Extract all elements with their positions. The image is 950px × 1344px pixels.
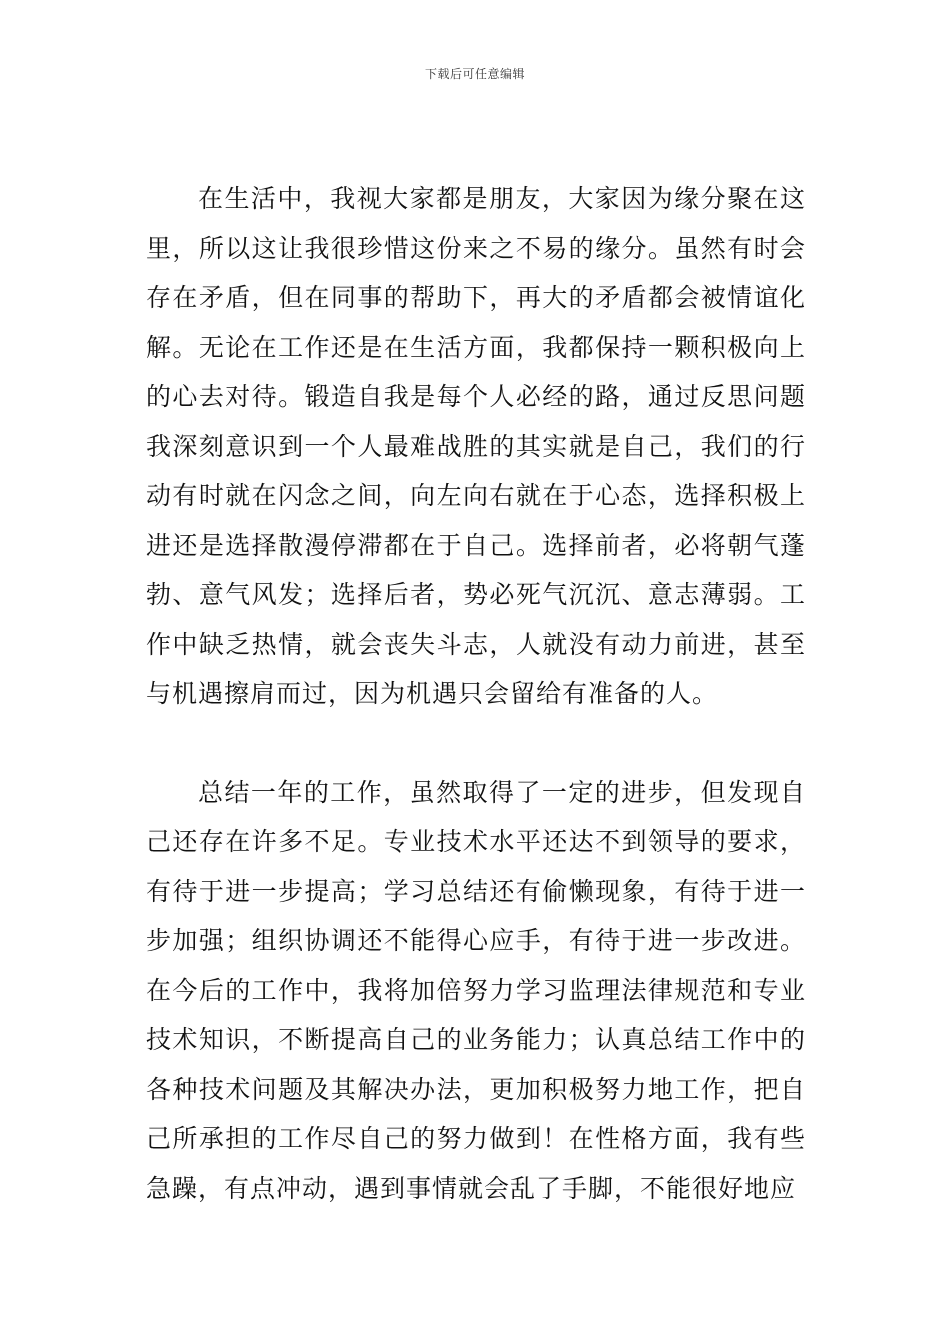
page-header-note: 下载后可任意编辑 bbox=[424, 67, 525, 81]
paragraph-1: 在生活中，我视大家都是朋友，大家因为缘分聚在这里，所以这让我很珍惜这份来之不易的缘分。虽然有时会存在矛盾，但在同事的帮助下，再大的矛盾都会被情谊化解。无论在工作还是在生活方面，我都保持一颗积极向上的心去对待。锻造自我是每个人必经的路，通过反思问题我深刻意识到一个人最难战胜的其实就是自己，我们的行动有时就在闪念之间，向左向右就在于心态，选择积极上进还是选择散漫停滞都在于自己。选择前者，必将朝气蓬勃、意气风发；选择后者，势必死气沉沉、意志薄弱。工作中缺乏热情，就会丧失斗志，人就没有动力前进，甚至与机遇擦肩而过，因为机遇只会留给有准备的人。 bbox=[146, 184, 806, 708]
paragraph-2: 总结一年的工作，虽然取得了一定的进步，但发现自己还存在许多不足。专业技术水平还达不到领导的要求，有待于进一步提高；学习总结还有偷懒现象，有待于进一步加强；组织协调还不能得心应手，有待于进一步改进。在今后的工作中，我将加倍努力学习监理法律规范和专业技术知识，不断提高自己的业务能力；认真总结工作中的各种技术问题及其解决办法，更加积极努力地工作，把自己所承担的工作尽自己的努力做到！在性格方面，我有些急躁，有点冲动，遇到事情就会乱了手脚，不能很好地应 bbox=[146, 777, 806, 1203]
document-body bbox=[146, 174, 806, 1213]
